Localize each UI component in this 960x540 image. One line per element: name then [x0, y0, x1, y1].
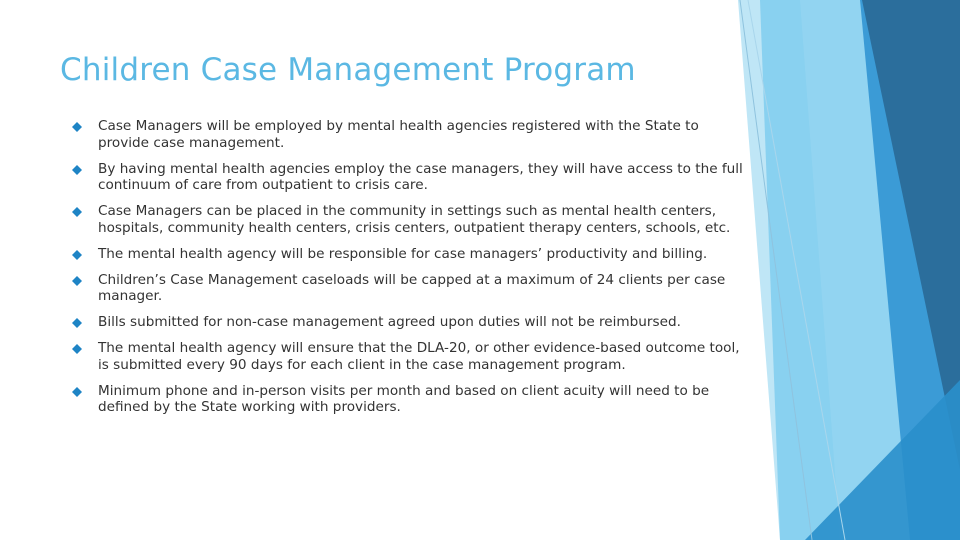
- diamond-bullet-icon: [72, 276, 82, 286]
- bullet-text: Case Managers can be placed in the community in settings such as mental health centers, hospitals, community health centers, crisis centers, outpatient therapy centers, schools, etc.: [98, 203, 731, 236]
- bullet-item: [72, 272, 744, 305]
- bullet-text: The mental health agency will be responsible for case managers’ productivity and billing.: [98, 245, 708, 262]
- bullet-item: [72, 203, 744, 236]
- diamond-bullet-icon: [72, 387, 82, 397]
- diamond-bullet-icon: [72, 207, 82, 217]
- diamond-bullet-icon: [72, 344, 82, 354]
- bullet-text: The mental health agency will ensure that the DLA-20, or other evidence-based outcome tool, is submitted every 90 days for each client in the case management program.: [98, 340, 740, 373]
- diamond-bullet-icon: [72, 165, 82, 175]
- bullet-item: [72, 118, 744, 151]
- bullet-text: Bills submitted for non-case management agreed upon duties will not be reimbursed.: [98, 314, 681, 330]
- slide-title: Children Case Management Program: [60, 52, 636, 88]
- diamond-bullet-icon: [72, 318, 82, 328]
- bullet-text: Case Managers will be employed by mental health agencies registered with the State to provide case management.: [98, 118, 699, 151]
- bullet-item: [72, 314, 744, 331]
- bullet-item: [72, 383, 744, 416]
- bullet-text: Children’s Case Management caseloads will be capped at a maximum of 24 clients per case manager.: [98, 271, 726, 304]
- bullet-list: [72, 118, 744, 425]
- bullet-item: [72, 246, 744, 263]
- diamond-bullet-icon: [72, 122, 82, 132]
- bullet-text: By having mental health agencies employ the case managers, they will have access to the full continuum of care from outpatient to crisis care.: [98, 160, 743, 193]
- bullet-item: [72, 161, 744, 194]
- diamond-bullet-icon: [72, 250, 82, 260]
- bullet-item: [72, 340, 744, 373]
- bullet-text: Minimum phone and in-person visits per month and based on client acuity will need to be defined by the State working with providers.: [98, 382, 710, 415]
